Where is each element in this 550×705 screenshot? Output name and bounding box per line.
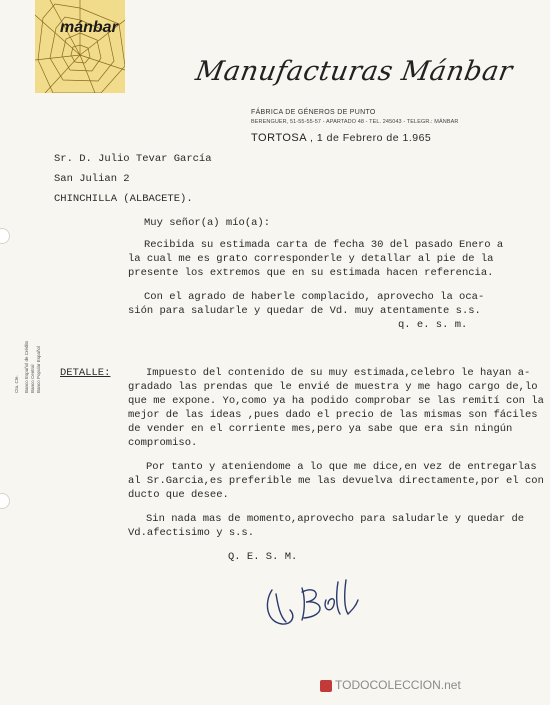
paragraph-line: Con el agrado de haberle complacido, aprovecho la oca- xyxy=(144,291,485,303)
punch-hole xyxy=(0,228,10,244)
detalle-line: compromiso. xyxy=(128,437,198,449)
recipient-name: Sr. D. Julio Tevar García xyxy=(54,153,212,165)
detalle-line: al Sr.Garcia,es preferible me las devuelva directamente,por el con xyxy=(128,475,544,487)
spiderweb-logo xyxy=(35,0,125,93)
side-account-text: Cta. Cte. xyxy=(14,375,19,393)
detalle-line: de vender en el corriente mes,pero ya sabe que era sin ningún xyxy=(128,423,513,435)
detalle-line: Vd.afectisimo y s.s. xyxy=(128,527,255,539)
date-city: TORTOSA xyxy=(251,132,307,144)
company-address: BERENGUER, 51-55-55-57 - APARTADO 48 - TEL. 245043 - TELEGR.: MÁNBAR xyxy=(251,119,459,125)
letter-date xyxy=(251,132,431,144)
salutation: Muy señor(a) mío(a): xyxy=(144,217,271,229)
spiderweb-icon xyxy=(35,0,125,93)
detalle-line: mejor de las ideas ,pues dado el precio de las mismas son fáciles xyxy=(128,409,538,421)
side-bank-text: Banco Central xyxy=(30,364,35,393)
detalle-line: Sin nada mas de momento,aprovecho para saludarle y quedar de xyxy=(146,513,525,525)
detalle-line: que me expone. Yo,como ya ha podido comprobar se las remití con la xyxy=(128,395,544,407)
logo-wordmark: mánbar xyxy=(60,19,118,36)
paragraph-line: la cual me es grato corresponderle y detallar al pie de la xyxy=(128,253,494,265)
paragraph-line: sión para saludarle y quedar de Vd. muy atentamente s.s. xyxy=(128,305,481,317)
recipient-city: CHINCHILLA (ALBACETE). xyxy=(54,193,193,205)
watermark-logo-icon xyxy=(320,680,332,692)
company-name: Manufacturas Mánbar xyxy=(193,56,516,87)
watermark-text: TODOCOLECCION.net xyxy=(335,678,461,692)
detalle-line: Impuesto del contenido de su muy estimada,celebro le hayan a- xyxy=(146,367,531,379)
detalle-label: DETALLE: xyxy=(60,367,111,379)
site-watermark xyxy=(320,678,461,692)
date-text: , 1 de Febrero de 1.965 xyxy=(310,132,432,144)
paragraph-line: presente los extremos que en su estimada hacen referencia. xyxy=(128,267,494,279)
handwritten-signature xyxy=(262,570,372,630)
detalle-line: Por tanto y ateniendome a lo que me dice,en vez de entregarlas xyxy=(146,461,537,473)
side-bank-text: Banco Español de Crédito xyxy=(24,340,29,393)
paragraph-line: Recibida su estimada carta de fecha 30 del pasado Enero a xyxy=(144,239,504,251)
detalle-line: gradado las prendas que le envié de muestra y me hago cargo de,lo xyxy=(128,381,538,393)
recipient-street: San Julian 2 xyxy=(54,173,130,185)
courtesy-sign: q. e. s. m. xyxy=(398,319,468,331)
punch-hole xyxy=(0,493,10,509)
closing-abbrev: Q. E. S. M. xyxy=(228,551,298,563)
detalle-line: ducto que desee. xyxy=(128,489,229,501)
side-bank-text: Banco Popular Español xyxy=(36,345,41,393)
company-subtitle: FÁBRICA DE GÉNEROS DE PUNTO xyxy=(251,109,376,116)
